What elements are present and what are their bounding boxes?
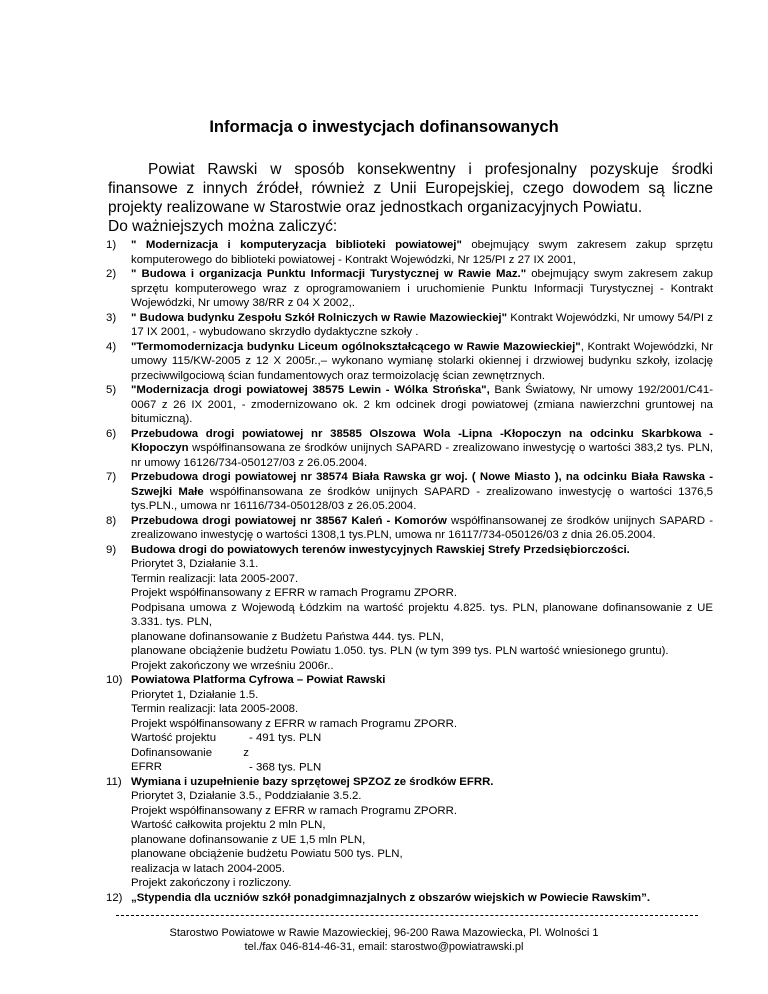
detail-line: Termin realizacji: lata 2005-2007. bbox=[131, 572, 299, 585]
detail-line: planowane obciążenie budżetu Powiatu 500 tys. PLN, bbox=[131, 848, 403, 860]
list-item bbox=[106, 427, 713, 471]
intro-lead-in: Do ważniejszych można zaliczyć: bbox=[108, 218, 338, 235]
item-number: 2) bbox=[106, 268, 117, 280]
item-number: 3) bbox=[106, 311, 117, 324]
project-value-label: Wartość projektu bbox=[131, 732, 217, 744]
detail-line: Podpisana umowa z Wojewodą Łódzkim na wartość projektu 4.825. tys. PLN, planowane dofinansowanie z UE 3.331. tys. PLN, bbox=[131, 601, 713, 628]
item-title: " Budowa i organizacja Punktu Informacji Turystycznej w Rawie Maz." bbox=[131, 268, 527, 280]
list-item-road-construction bbox=[106, 543, 713, 674]
item-number: 11) bbox=[106, 775, 122, 788]
detail-line: Wartość całkowita projektu 2 mln PLN, bbox=[131, 819, 326, 831]
footer-address: Starostwo Powiatowe w Rawie Mazowieckiej, 96-200 Rawa Mazowiecka, Pl. Wolności 1 bbox=[169, 927, 599, 939]
item-description: Kontrakt Wojewódzki, Nr umowy 54/PI z 17 IX 2001, - wybudowano skrzydło dydaktyczne szkoły . bbox=[131, 311, 713, 338]
item-title: Wymiana i uzupełnienie bazy sprzętowej SPZOZ ze środków EFRR. bbox=[131, 775, 494, 788]
detail-line: realizacja w latach 2004-2005. bbox=[131, 862, 285, 875]
item-title: Przebudowa drogi powiatowej nr 38574 Biała Rawska gr woj. ( Nowe Miasto ), na odcinku Biała Rawska - Szwejki Małe bbox=[131, 471, 713, 498]
item-number: 9) bbox=[106, 543, 117, 556]
detail-line: Projekt współfinansowany z EFRR w ramach Programu ZPORR. bbox=[131, 804, 458, 817]
item-number: 4) bbox=[106, 340, 117, 353]
item-description: współfinansowana ze środków unijnych SAPARD - zrealizowano inwestycję o wartości 1376,5 tys.PLN., umowa nr 16116/734-050128/03 z 26.05.2004. bbox=[131, 485, 713, 512]
item-number: 10) bbox=[106, 674, 123, 686]
detail-line: Projekt współfinansowany z EFRR w ramach Programu ZPORR. bbox=[131, 587, 458, 599]
list-item bbox=[106, 340, 713, 384]
item-number: 5) bbox=[106, 384, 117, 396]
detail-line: Priorytet 1, Działanie 1.5. bbox=[131, 688, 259, 701]
list-item bbox=[106, 470, 713, 514]
item-description: Bank Światowy, Nr umowy 192/2001/C41-0067 z 26 IX 2001, - zmodernizowano ok. 2 km odcinek drogi powiatowej (zmiana nawierzchni gruntowej na bitumiczną). bbox=[131, 384, 713, 425]
footer-separator bbox=[116, 915, 698, 922]
list-item bbox=[106, 311, 713, 340]
detail-line: Projekt współfinansowany z EFRR w ramach Programu ZPORR. bbox=[131, 717, 458, 730]
intro-paragraph bbox=[108, 160, 713, 236]
intro-text: Powiat Rawski w sposób konsekwentny i profesjonalny pozyskuje środki finansowe z innych źródeł, również z Unii Europejskiej, czego dowodem są liczne projekty realizowane w Starostwie oraz jednostkach organizacyjnych Powiatu. bbox=[108, 161, 713, 216]
item-title: " Modernizacja i komputeryzacja biblioteki powiatowej" bbox=[131, 239, 462, 251]
detail-line: planowane obciążenie budżetu Powiatu 1.050. tys. PLN (w tym 399 tys. PLN wartość wniesionego gruntu). bbox=[131, 645, 669, 657]
list-item bbox=[106, 514, 713, 543]
item-number: 12) bbox=[106, 891, 123, 904]
item-title: Przebudowa drogi powiatowej nr 38585 Olszowa Wola -Lipna -Kłopoczyn na odcinku Skarbkowa - Kłopoczyn bbox=[131, 427, 713, 454]
project-value-row bbox=[131, 731, 713, 746]
item-number: 1) bbox=[106, 239, 117, 251]
list-item bbox=[106, 238, 713, 267]
item-title: Przebudowa drogi powiatowej nr 38567 Kaleń - Komorów bbox=[131, 514, 447, 527]
detail-line: Priorytet 3, Działanie 3.5., Poddziałanie 3.5.2. bbox=[131, 790, 362, 802]
item-title: Budowa drogi do powiatowych terenów inwestycyjnych Rawskiej Strefy Przedsiębiorczości. bbox=[131, 543, 630, 556]
item-title: " Budowa budynku Zespołu Szkół Rolniczych w Rawie Mazowieckiej" bbox=[131, 311, 507, 324]
list-item bbox=[106, 267, 713, 311]
item-description: obejmujący swym zakresem zakup sprzętu komputerowego wraz z oprogramowaniem i uruchomienie Punktu Informacji Turystycznej - Kontrakt Wojewódzki, Nr umowy 38/RR z 04 X 2002,. bbox=[131, 268, 713, 309]
page-footer bbox=[0, 927, 768, 954]
detail-line: planowane dofinansowanie z UE 1,5 mln PLN, bbox=[131, 833, 366, 846]
item-title: Powiatowa Platforma Cyfrowa – Powiat Rawski bbox=[131, 674, 386, 686]
item-description: obejmujący swym zakresem zakup sprzętu komputerowego do biblioteki powiatowej - Kontrakt Wojewódzki, Nr 125/PI z 27 IX 2001, bbox=[131, 239, 713, 266]
item-title: „Stypendia dla uczniów szkół ponadgimnazjalnych z obszarów wiejskich w Powiecie Rawskim”. bbox=[131, 891, 651, 904]
detail-line: Termin realizacji: lata 2005-2008. bbox=[131, 703, 299, 715]
item-title: "Termomodernizacja budynku Liceum ogólnokształcącego w Rawie Mazowieckiej" bbox=[131, 340, 581, 353]
detail-line: Priorytet 3, Działanie 3.1. bbox=[131, 558, 259, 570]
detail-line: Projekt zakończony i rozliczony. bbox=[131, 877, 292, 889]
cofinancing-label: Dofinansowanie z EFRR bbox=[131, 746, 249, 773]
project-value-amount: - 491 tys. PLN bbox=[249, 732, 322, 744]
detail-line: planowane dofinansowanie z Budżetu Państwa 444. tys. PLN, bbox=[131, 630, 444, 643]
item-title: "Modernizacja drogi powiatowej 38575 Lewin - Wólka Strońska", bbox=[131, 384, 490, 396]
item-description: współfinansowanej ze środków unijnych SAPARD - zrealizowano inwestycję o wartości 1308,1 tys.PLN, umowa nr 16117/734-050126/03 z dnia 26.05.2004. bbox=[131, 514, 713, 541]
cofinancing-amount: - 368 tys. PLN bbox=[249, 761, 322, 773]
list-item-equipment bbox=[106, 775, 713, 891]
footer-contact: tel./fax 046-814-46-31, email: starostwo@powiatrawski.pl bbox=[244, 940, 524, 953]
item-number: 8) bbox=[106, 514, 117, 527]
item-description: , Kontrakt Wojewódzki, Nr umowy 115/KW-2005 z 12 X 2005r.,– wykonano wymianę stolarki okiennej i drzwiowej budynku szkoły, izolację przeciwwilgociową ścian fundamentowych oraz termoizolację ścian zewnętrznych. bbox=[131, 340, 713, 382]
list-item-scholarships bbox=[106, 891, 713, 906]
item-description: współfinansowana ze środków unijnych SAPARD - zrealizowano inwestycję o wartości 383,2 tys. PLN, nr umowy 16126/734-050127/03 z 26.05.2004. bbox=[131, 442, 713, 469]
item-number: 7) bbox=[106, 471, 117, 483]
cofinancing-row bbox=[131, 746, 713, 775]
list-item-digital-platform bbox=[106, 673, 713, 775]
page-title: Informacja o inwestycjach dofinansowanych bbox=[209, 118, 559, 136]
investment-list bbox=[106, 238, 713, 905]
detail-line: Projekt zakończony we wrześniu 2006r.. bbox=[131, 659, 334, 672]
list-item bbox=[106, 383, 713, 427]
item-number: 6) bbox=[106, 427, 117, 440]
